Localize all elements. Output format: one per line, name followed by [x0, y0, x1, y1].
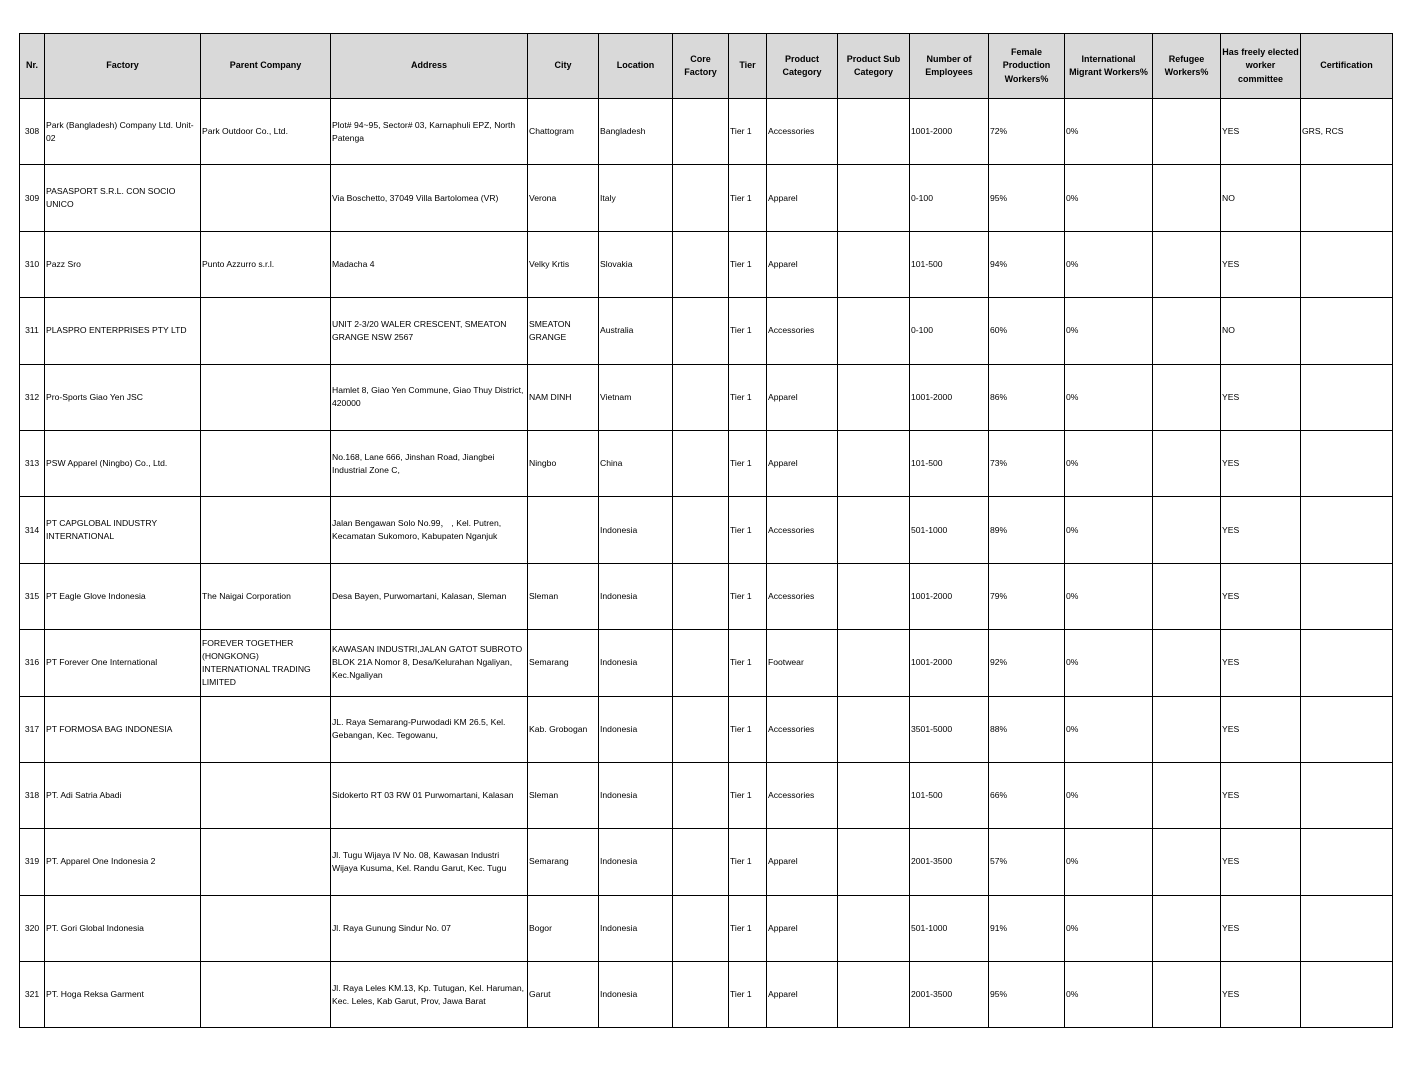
cell-address: Jalan Bengawan Solo No.99， , Kel. Putren, Kecamatan Sukomoro, Kabupaten Nganjuk	[331, 497, 528, 563]
cell-international-migrant-workers: 0%	[1065, 430, 1153, 496]
cell-location: Indonesia	[599, 630, 673, 696]
cell-factory: PT. Hoga Reksa Garment	[45, 962, 201, 1028]
cell-tier: Tier 1	[729, 99, 767, 165]
cell-location: Italy	[599, 165, 673, 231]
cell-certification	[1301, 630, 1393, 696]
cell-number-of-employees: 501-1000	[910, 895, 989, 961]
cell-city: NAM DINH	[528, 364, 599, 430]
header-refugee-workers: Refugee Workers%	[1153, 34, 1221, 99]
cell-city: Ningbo	[528, 430, 599, 496]
cell-refugee-workers	[1153, 231, 1221, 297]
cell-product-category: Apparel	[767, 962, 838, 1028]
cell-female-production-workers: 92%	[989, 630, 1065, 696]
cell-worker-committee: YES	[1221, 762, 1301, 828]
cell-core-factory	[673, 99, 729, 165]
cell-refugee-workers	[1153, 563, 1221, 629]
cell-number-of-employees: 1001-2000	[910, 99, 989, 165]
cell-refugee-workers	[1153, 165, 1221, 231]
cell-city: SMEATON GRANGE	[528, 298, 599, 364]
cell-female-production-workers: 57%	[989, 829, 1065, 895]
cell-location: China	[599, 430, 673, 496]
cell-worker-committee: NO	[1221, 298, 1301, 364]
cell-product-category: Accessories	[767, 762, 838, 828]
cell-core-factory	[673, 829, 729, 895]
cell-certification	[1301, 563, 1393, 629]
cell-product-sub-category	[838, 829, 910, 895]
cell-certification	[1301, 298, 1393, 364]
cell-address: Jl. Raya Leles KM.13, Kp. Tutugan, Kel. Haruman, Kec. Leles, Kab Garut, Prov, Jawa Barat	[331, 962, 528, 1028]
cell-product-sub-category	[838, 563, 910, 629]
factory-table	[19, 33, 1393, 1028]
table-row	[20, 298, 1393, 364]
cell-factory: PASASPORT S.R.L. CON SOCIO UNICO	[45, 165, 201, 231]
cell-city: Semarang	[528, 630, 599, 696]
cell-address: Desa Bayen, Purwomartani, Kalasan, Sleman	[331, 563, 528, 629]
cell-certification	[1301, 829, 1393, 895]
cell-number-of-employees: 1001-2000	[910, 563, 989, 629]
cell-address: Madacha 4	[331, 231, 528, 297]
header-worker-committee: Has freely elected worker committee	[1221, 34, 1301, 99]
cell-number-of-employees: 3501-5000	[910, 696, 989, 762]
cell-product-sub-category	[838, 298, 910, 364]
cell-address: JL. Raya Semarang-Purwodadi KM 26.5, Kel. Gebangan, Kec. Tegowanu,	[331, 696, 528, 762]
cell-address: Sidokerto RT 03 RW 01 Purwomartani, Kalasan	[331, 762, 528, 828]
cell-product-sub-category	[838, 99, 910, 165]
cell-worker-committee: YES	[1221, 430, 1301, 496]
cell-number-of-employees: 101-500	[910, 430, 989, 496]
cell-female-production-workers: 60%	[989, 298, 1065, 364]
cell-international-migrant-workers: 0%	[1065, 563, 1153, 629]
cell-address: Plot# 94~95, Sector# 03, Karnaphuli EPZ, North Patenga	[331, 99, 528, 165]
cell-nr: 317	[20, 696, 45, 762]
cell-factory: PT Eagle Glove Indonesia	[45, 563, 201, 629]
cell-female-production-workers: 88%	[989, 696, 1065, 762]
cell-worker-committee: YES	[1221, 696, 1301, 762]
cell-parent-company	[201, 762, 331, 828]
cell-factory: Pro-Sports Giao Yen JSC	[45, 364, 201, 430]
cell-core-factory	[673, 563, 729, 629]
cell-parent-company: Punto Azzurro s.r.l.	[201, 231, 331, 297]
cell-product-category: Apparel	[767, 231, 838, 297]
table-row	[20, 630, 1393, 696]
cell-nr: 321	[20, 962, 45, 1028]
cell-international-migrant-workers: 0%	[1065, 696, 1153, 762]
cell-factory: Pazz Sro	[45, 231, 201, 297]
cell-product-category: Apparel	[767, 829, 838, 895]
cell-parent-company	[201, 364, 331, 430]
cell-product-category: Apparel	[767, 430, 838, 496]
cell-parent-company	[201, 829, 331, 895]
cell-number-of-employees: 2001-3500	[910, 829, 989, 895]
cell-tier: Tier 1	[729, 165, 767, 231]
cell-certification	[1301, 962, 1393, 1028]
cell-factory: PT. Gori Global Indonesia	[45, 895, 201, 961]
cell-product-category: Apparel	[767, 895, 838, 961]
cell-tier: Tier 1	[729, 962, 767, 1028]
cell-certification	[1301, 895, 1393, 961]
cell-female-production-workers: 91%	[989, 895, 1065, 961]
cell-nr: 315	[20, 563, 45, 629]
cell-product-sub-category	[838, 364, 910, 430]
cell-product-category: Apparel	[767, 165, 838, 231]
cell-nr: 309	[20, 165, 45, 231]
cell-parent-company: The Naigai Corporation	[201, 563, 331, 629]
cell-refugee-workers	[1153, 364, 1221, 430]
cell-core-factory	[673, 430, 729, 496]
cell-refugee-workers	[1153, 99, 1221, 165]
cell-female-production-workers: 95%	[989, 165, 1065, 231]
cell-location: Vietnam	[599, 364, 673, 430]
cell-certification	[1301, 497, 1393, 563]
cell-number-of-employees: 2001-3500	[910, 962, 989, 1028]
cell-certification	[1301, 762, 1393, 828]
cell-tier: Tier 1	[729, 630, 767, 696]
header-product-category: Product Category	[767, 34, 838, 99]
cell-parent-company: FOREVER TOGETHER (HONGKONG) INTERNATIONAL TRADING LIMITED	[201, 630, 331, 696]
cell-nr: 313	[20, 430, 45, 496]
header-nr: Nr.	[20, 34, 45, 99]
cell-worker-committee: YES	[1221, 99, 1301, 165]
cell-location: Indonesia	[599, 962, 673, 1028]
cell-parent-company	[201, 696, 331, 762]
cell-parent-company: Park Outdoor Co., Ltd.	[201, 99, 331, 165]
cell-worker-committee: YES	[1221, 962, 1301, 1028]
cell-parent-company	[201, 895, 331, 961]
cell-location: Indonesia	[599, 762, 673, 828]
cell-address: Jl. Tugu Wijaya IV No. 08, Kawasan Industri Wijaya Kusuma, Kel. Randu Garut, Kec. Tugu	[331, 829, 528, 895]
table-header	[20, 34, 1393, 99]
cell-address: Jl. Raya Gunung Sindur No. 07	[331, 895, 528, 961]
cell-factory: PSW Apparel (Ningbo) Co., Ltd.	[45, 430, 201, 496]
cell-tier: Tier 1	[729, 298, 767, 364]
cell-core-factory	[673, 165, 729, 231]
header-certification: Certification	[1301, 34, 1393, 99]
cell-factory: PT. Apparel One Indonesia 2	[45, 829, 201, 895]
header-parent-company: Parent Company	[201, 34, 331, 99]
table-row	[20, 99, 1393, 165]
cell-product-sub-category	[838, 231, 910, 297]
cell-city: Sleman	[528, 762, 599, 828]
cell-nr: 319	[20, 829, 45, 895]
cell-female-production-workers: 79%	[989, 563, 1065, 629]
cell-female-production-workers: 73%	[989, 430, 1065, 496]
cell-product-category: Accessories	[767, 497, 838, 563]
cell-refugee-workers	[1153, 895, 1221, 961]
cell-location: Australia	[599, 298, 673, 364]
cell-location: Indonesia	[599, 696, 673, 762]
cell-female-production-workers: 66%	[989, 762, 1065, 828]
cell-certification	[1301, 430, 1393, 496]
cell-core-factory	[673, 630, 729, 696]
table-row	[20, 962, 1393, 1028]
cell-nr: 311	[20, 298, 45, 364]
cell-female-production-workers: 86%	[989, 364, 1065, 430]
cell-city: Kab. Grobogan	[528, 696, 599, 762]
cell-refugee-workers	[1153, 829, 1221, 895]
header-core-factory: Core Factory	[673, 34, 729, 99]
cell-product-sub-category	[838, 497, 910, 563]
cell-factory: PT FORMOSA BAG INDONESIA	[45, 696, 201, 762]
cell-tier: Tier 1	[729, 563, 767, 629]
cell-refugee-workers	[1153, 962, 1221, 1028]
cell-worker-committee: YES	[1221, 630, 1301, 696]
cell-number-of-employees: 0-100	[910, 165, 989, 231]
cell-city: Velky Krtis	[528, 231, 599, 297]
cell-address: Hamlet 8, Giao Yen Commune, Giao Thuy District, 420000	[331, 364, 528, 430]
cell-location: Indonesia	[599, 895, 673, 961]
cell-female-production-workers: 95%	[989, 962, 1065, 1028]
cell-city	[528, 497, 599, 563]
cell-address: Via Boschetto, 37049 Villa Bartolomea (VR)	[331, 165, 528, 231]
cell-number-of-employees: 101-500	[910, 762, 989, 828]
table-row	[20, 762, 1393, 828]
table-row	[20, 231, 1393, 297]
cell-international-migrant-workers: 0%	[1065, 231, 1153, 297]
cell-product-sub-category	[838, 630, 910, 696]
cell-factory: PT. Adi Satria Abadi	[45, 762, 201, 828]
cell-certification	[1301, 696, 1393, 762]
cell-number-of-employees: 101-500	[910, 231, 989, 297]
cell-number-of-employees: 0-100	[910, 298, 989, 364]
cell-female-production-workers: 89%	[989, 497, 1065, 563]
cell-core-factory	[673, 497, 729, 563]
cell-city: Sleman	[528, 563, 599, 629]
header-row	[20, 34, 1393, 99]
cell-nr: 316	[20, 630, 45, 696]
header-product-sub-category: Product Sub Category	[838, 34, 910, 99]
cell-international-migrant-workers: 0%	[1065, 962, 1153, 1028]
cell-certification: GRS, RCS	[1301, 99, 1393, 165]
table-body	[20, 99, 1393, 1028]
cell-factory: Park (Bangladesh) Company Ltd. Unit-02	[45, 99, 201, 165]
cell-product-category: Accessories	[767, 563, 838, 629]
cell-parent-company	[201, 962, 331, 1028]
cell-product-category: Footwear	[767, 630, 838, 696]
table-row	[20, 165, 1393, 231]
cell-city: Verona	[528, 165, 599, 231]
cell-tier: Tier 1	[729, 696, 767, 762]
cell-nr: 320	[20, 895, 45, 961]
cell-city: Chattogram	[528, 99, 599, 165]
cell-refugee-workers	[1153, 430, 1221, 496]
cell-worker-committee: YES	[1221, 563, 1301, 629]
cell-tier: Tier 1	[729, 364, 767, 430]
cell-number-of-employees: 1001-2000	[910, 364, 989, 430]
cell-number-of-employees: 501-1000	[910, 497, 989, 563]
cell-product-sub-category	[838, 962, 910, 1028]
cell-address: No.168, Lane 666, Jinshan Road, Jiangbei Industrial Zone C,	[331, 430, 528, 496]
cell-female-production-workers: 72%	[989, 99, 1065, 165]
cell-tier: Tier 1	[729, 895, 767, 961]
cell-certification	[1301, 165, 1393, 231]
cell-location: Indonesia	[599, 497, 673, 563]
header-tier: Tier	[729, 34, 767, 99]
cell-worker-committee: NO	[1221, 165, 1301, 231]
cell-tier: Tier 1	[729, 497, 767, 563]
cell-city: Bogor	[528, 895, 599, 961]
cell-product-sub-category	[838, 762, 910, 828]
cell-factory: PT CAPGLOBAL INDUSTRY INTERNATIONAL	[45, 497, 201, 563]
cell-international-migrant-workers: 0%	[1065, 497, 1153, 563]
cell-parent-company	[201, 298, 331, 364]
cell-location: Slovakia	[599, 231, 673, 297]
cell-location: Bangladesh	[599, 99, 673, 165]
table-row	[20, 895, 1393, 961]
cell-product-category: Accessories	[767, 298, 838, 364]
cell-international-migrant-workers: 0%	[1065, 829, 1153, 895]
header-city: City	[528, 34, 599, 99]
cell-core-factory	[673, 696, 729, 762]
cell-product-category: Accessories	[767, 99, 838, 165]
cell-product-sub-category	[838, 430, 910, 496]
cell-tier: Tier 1	[729, 430, 767, 496]
table-row	[20, 829, 1393, 895]
cell-core-factory	[673, 895, 729, 961]
cell-international-migrant-workers: 0%	[1065, 762, 1153, 828]
cell-core-factory	[673, 231, 729, 297]
cell-refugee-workers	[1153, 298, 1221, 364]
cell-worker-committee: YES	[1221, 895, 1301, 961]
cell-international-migrant-workers: 0%	[1065, 99, 1153, 165]
cell-parent-company	[201, 165, 331, 231]
cell-refugee-workers	[1153, 762, 1221, 828]
cell-address: UNIT 2-3/20 WALER CRESCENT, SMEATON GRANGE NSW 2567	[331, 298, 528, 364]
header-location: Location	[599, 34, 673, 99]
table-row	[20, 364, 1393, 430]
cell-parent-company	[201, 497, 331, 563]
table-row	[20, 696, 1393, 762]
cell-female-production-workers: 94%	[989, 231, 1065, 297]
cell-core-factory	[673, 962, 729, 1028]
cell-certification	[1301, 364, 1393, 430]
cell-worker-committee: YES	[1221, 497, 1301, 563]
table-row	[20, 563, 1393, 629]
cell-nr: 314	[20, 497, 45, 563]
header-number-of-employees: Number of Employees	[910, 34, 989, 99]
cell-location: Indonesia	[599, 829, 673, 895]
cell-number-of-employees: 1001-2000	[910, 630, 989, 696]
header-female-production-workers: Female Production Workers%	[989, 34, 1065, 99]
table-row	[20, 430, 1393, 496]
cell-worker-committee: YES	[1221, 231, 1301, 297]
cell-tier: Tier 1	[729, 762, 767, 828]
cell-core-factory	[673, 364, 729, 430]
cell-worker-committee: YES	[1221, 364, 1301, 430]
cell-parent-company	[201, 430, 331, 496]
cell-nr: 318	[20, 762, 45, 828]
cell-international-migrant-workers: 0%	[1065, 630, 1153, 696]
cell-product-sub-category	[838, 696, 910, 762]
cell-city: Semarang	[528, 829, 599, 895]
cell-core-factory	[673, 762, 729, 828]
cell-location: Indonesia	[599, 563, 673, 629]
cell-factory: PLASPRO ENTERPRISES PTY LTD	[45, 298, 201, 364]
cell-factory: PT Forever One International	[45, 630, 201, 696]
cell-product-sub-category	[838, 165, 910, 231]
cell-address: KAWASAN INDUSTRI,JALAN GATOT SUBROTO BLOK 21A Nomor 8, Desa/Kelurahan Ngaliyan, Kec.Ngaliyan	[331, 630, 528, 696]
cell-core-factory	[673, 298, 729, 364]
cell-tier: Tier 1	[729, 829, 767, 895]
cell-refugee-workers	[1153, 696, 1221, 762]
cell-nr: 312	[20, 364, 45, 430]
cell-international-migrant-workers: 0%	[1065, 165, 1153, 231]
cell-nr: 310	[20, 231, 45, 297]
header-factory: Factory	[45, 34, 201, 99]
cell-international-migrant-workers: 0%	[1065, 364, 1153, 430]
cell-product-sub-category	[838, 895, 910, 961]
cell-certification	[1301, 231, 1393, 297]
cell-product-category: Apparel	[767, 364, 838, 430]
cell-nr: 308	[20, 99, 45, 165]
cell-international-migrant-workers: 0%	[1065, 298, 1153, 364]
cell-refugee-workers	[1153, 497, 1221, 563]
cell-international-migrant-workers: 0%	[1065, 895, 1153, 961]
cell-worker-committee: YES	[1221, 829, 1301, 895]
header-international-migrant-workers: International Migrant Workers%	[1065, 34, 1153, 99]
cell-refugee-workers	[1153, 630, 1221, 696]
table-row	[20, 497, 1393, 563]
header-address: Address	[331, 34, 528, 99]
cell-tier: Tier 1	[729, 231, 767, 297]
cell-product-category: Accessories	[767, 696, 838, 762]
cell-city: Garut	[528, 962, 599, 1028]
